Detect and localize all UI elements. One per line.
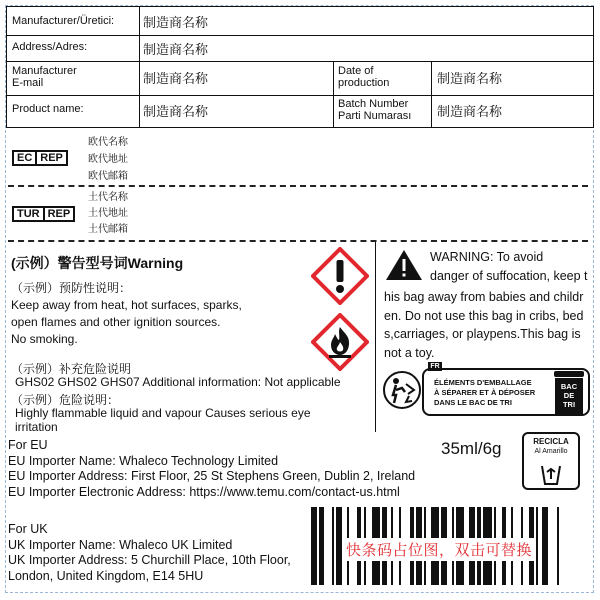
supplement-heading: （示例）补充危险说明	[11, 362, 132, 376]
batch-value: 制造商名称	[437, 104, 503, 119]
uk-heading: For UK	[8, 522, 48, 536]
barcode-bar	[311, 507, 317, 585]
uk-importer-address-line2: London, United Kingdom, E14 5HU	[8, 568, 204, 583]
section-divider	[8, 240, 588, 242]
date-value: 制造商名称	[437, 71, 503, 86]
product-name-value: 制造商名称	[143, 104, 209, 119]
triman-icon	[382, 370, 422, 410]
barcode-bar	[319, 507, 323, 585]
section-divider	[8, 185, 588, 187]
triman-text: ÉLÉMENTS D'EMBALLAGE À SÉPARER ET À DÉPOSER DANS LE BAC DE TRI	[434, 378, 536, 407]
ghs-exclamation-icon	[311, 247, 369, 305]
suffocation-warning-line1: WARNING: To avoid	[430, 250, 544, 264]
eu-heading: For EU	[8, 438, 48, 452]
manufacturer-label: Manufacturer/Üretici:	[12, 15, 115, 27]
eu-importer-electronic: EU Importer Electronic Address: https://www.temu.com/contact-us.html	[8, 484, 400, 499]
recicla-subtitle: Al Amarillo	[534, 448, 568, 455]
address-label: Address/Adres:	[12, 41, 88, 53]
uk-importer-address-line1: UK Importer Address: 5 Churchill Place, 10th Floor,	[8, 553, 291, 567]
email-value: 制造商名称	[143, 71, 209, 86]
email-label: Manufacturer E-mail	[12, 65, 77, 89]
barcode-bar	[332, 507, 334, 585]
recicla-badge	[522, 432, 580, 490]
date-label: Date of production	[338, 65, 390, 89]
warning-triangle-icon	[385, 249, 423, 281]
tur-rep-details: 土代名称 土代地址 土代邮箱	[88, 192, 128, 235]
ghs-flammable-icon	[311, 313, 369, 371]
barcode-bar	[557, 507, 559, 585]
barcode-bar	[542, 507, 548, 585]
sorting-bin-icon: BAC DE TRI	[552, 371, 586, 415]
ec-rep-badge: EC REP	[12, 150, 68, 166]
ec-rep-details: 欧代名称 欧代地址 欧代邮箱	[88, 137, 128, 182]
barcode-placeholder-label[interactable]: 快条码占位图，双击可替换	[342, 538, 536, 561]
recicla-title: RECICLA	[533, 437, 569, 446]
address-value: 制造商名称	[143, 42, 209, 57]
suffocation-warning-line2: danger of suffocation, keep t	[430, 269, 588, 283]
batch-label: Batch Number Parti Numarası	[338, 98, 412, 122]
eu-importer-name: EU Importer Name: Whaleco Technology Limited	[8, 453, 279, 468]
uk-importer-block	[8, 522, 291, 584]
column-divider	[375, 242, 376, 432]
country-tag: FR	[428, 362, 442, 371]
manufacturer-value: 制造商名称	[143, 15, 209, 30]
recycle-bin-icon	[538, 460, 564, 486]
suffocation-warning-text: his bag away from babies and childr en. Do not use this bag in cribs, bed s,carriages, or playpens.This bag is not a toy.	[384, 290, 584, 360]
warning-title: (示例）警告型号词Warning	[11, 255, 184, 271]
hazard-text: Highly flammable liquid and vapour Causes serious eye irritation	[15, 406, 311, 434]
product-name-label: Product name:	[12, 103, 84, 115]
precaution-text: Keep away from heat, hot surfaces, sparks, open flames and other ignition sources. No smoking.	[11, 298, 242, 346]
supplement-text: GHS02 GHS02 GHS07 Additional information: Not applicable	[15, 375, 341, 389]
precaution-heading: （示例）预防性说明：	[11, 281, 132, 295]
eu-importer-block	[8, 438, 415, 500]
triman-logo	[382, 362, 590, 422]
tur-rep-badge: TUR REP	[12, 206, 75, 222]
uk-importer-name: UK Importer Name: Whaleco UK Limited	[8, 537, 233, 552]
hazard-heading: （示例）危险说明：	[11, 393, 120, 407]
volume-text: 35ml/6g	[441, 439, 502, 458]
eu-importer-address: EU Importer Address: First Floor, 25 St Stephens Green, Dublin 2, Ireland	[8, 469, 416, 483]
